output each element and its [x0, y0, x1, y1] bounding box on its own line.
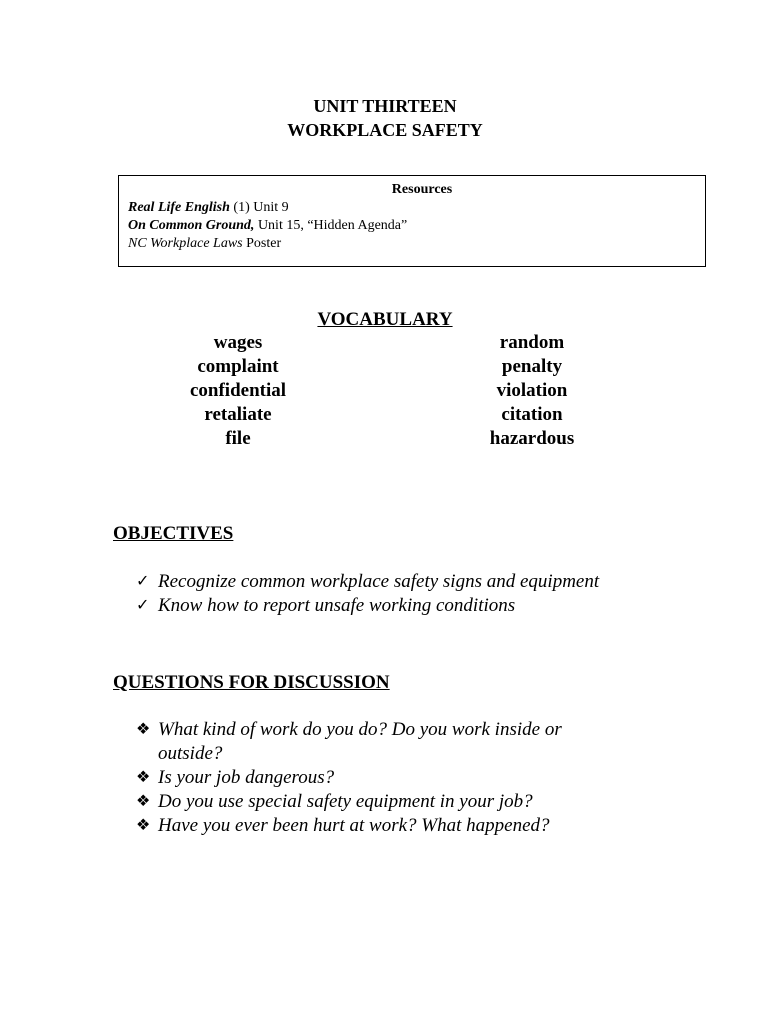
resource-title: On Common Ground,	[128, 218, 255, 233]
vocabulary-word: hazardous	[489, 428, 575, 449]
unit-subtitle: WORKPLACE SAFETY	[287, 120, 483, 140]
resources-heading: Resources	[391, 182, 453, 197]
question-text: What kind of work do you do? Do you work inside or outside?	[158, 719, 562, 764]
question-text: Do you use special safety equipment in your job?	[158, 791, 533, 812]
vocabulary-word: violation	[496, 380, 568, 401]
resource-detail: Unit 15, “Hidden Agenda”	[254, 218, 408, 233]
vocabulary-word: file	[225, 428, 251, 449]
vocabulary-word: random	[499, 332, 565, 353]
vocabulary-word: wages	[213, 332, 263, 353]
objective-text: Know how to report unsafe working conditions	[158, 595, 516, 616]
objective-item	[136, 594, 678, 618]
resource-title: NC Workplace Laws	[128, 236, 243, 251]
vocabulary-word: retaliate	[204, 404, 272, 425]
vocabulary-right-column	[432, 331, 632, 451]
resource-detail: (1) Unit 9	[229, 200, 289, 215]
objective-item	[136, 570, 678, 594]
vocabulary-word: penalty	[501, 356, 563, 377]
question-item	[136, 718, 618, 766]
vocabulary-word: confidential	[189, 380, 287, 401]
vocabulary-left-column	[138, 331, 338, 451]
question-item	[136, 814, 618, 838]
question-item	[136, 766, 618, 790]
diamond-bullet-icon: ❖	[136, 793, 151, 810]
question-text: Have you ever been hurt at work? What happened?	[158, 815, 550, 836]
resource-title: Real Life English	[128, 200, 230, 215]
resource-item	[128, 217, 407, 235]
diamond-bullet-icon: ❖	[136, 721, 151, 738]
checkmark-icon: ✓	[136, 573, 150, 590]
checkmark-icon: ✓	[136, 597, 150, 614]
objectives-list	[136, 570, 678, 618]
resource-item	[128, 199, 289, 217]
resource-item	[128, 235, 281, 253]
question-item	[136, 790, 618, 814]
unit-title: UNIT THIRTEEN	[313, 96, 457, 116]
objective-text: Recognize common workplace safety signs and equipment	[158, 571, 600, 592]
vocabulary-word: citation	[501, 404, 563, 425]
objectives-heading: OBJECTIVES	[113, 523, 234, 544]
questions-heading: QUESTIONS FOR DISCUSSION	[113, 672, 390, 693]
resources-box	[118, 175, 706, 267]
questions-list	[136, 718, 618, 838]
question-text: Is your job dangerous?	[158, 767, 335, 788]
resource-detail: Poster	[242, 236, 282, 251]
diamond-bullet-icon: ❖	[136, 769, 151, 786]
vocabulary-heading: VOCABULARY	[317, 309, 453, 330]
vocabulary-word: complaint	[197, 356, 279, 377]
diamond-bullet-icon: ❖	[136, 817, 151, 834]
